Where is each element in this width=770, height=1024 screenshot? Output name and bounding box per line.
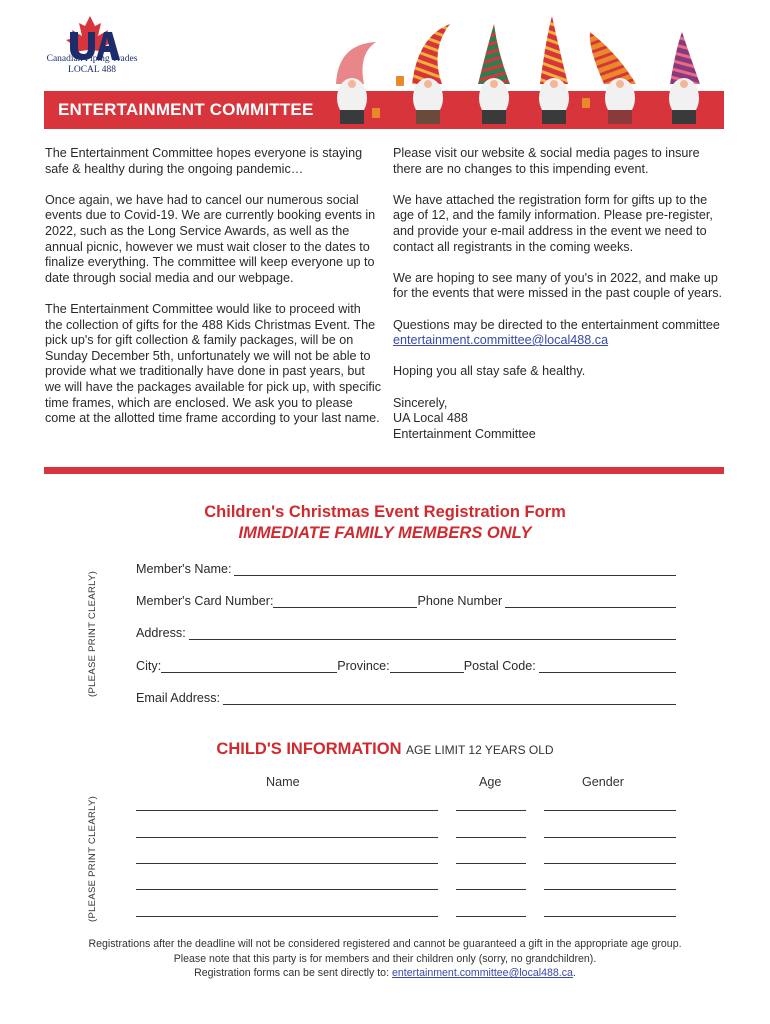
child-name-blank[interactable] [136, 889, 438, 890]
phone-label: Phone Number [417, 594, 503, 608]
questions-text: Questions may be directed to the entertainment committee [393, 317, 720, 332]
committee-email-link[interactable]: entertainment.committee@local488.ca [393, 333, 609, 348]
address-label: Address: [136, 626, 186, 640]
child-gender-blank[interactable] [544, 916, 676, 917]
child-age-blank[interactable] [456, 916, 526, 917]
city-province-postal-row [136, 659, 676, 673]
letter-paragraph: The Entertainment Committee hopes everyone is staying safe & healthy during the ongoing pandemic… [45, 146, 363, 176]
print-clearly-note: (PLEASE PRINT CLEARLY) [87, 795, 98, 922]
signature-block [393, 396, 728, 443]
column-header-age: Age [479, 775, 502, 789]
child-gender-blank[interactable] [544, 863, 676, 864]
child-age-blank[interactable] [456, 837, 526, 838]
gnomes-illustration-icon [318, 14, 728, 126]
child-name-blank[interactable] [136, 916, 438, 917]
email-blank[interactable] [223, 692, 676, 705]
province-label: Province: [337, 659, 390, 673]
logo-caption [40, 54, 144, 76]
address-field[interactable] [136, 626, 676, 640]
email-label: Email Address: [136, 691, 220, 705]
child-name-blank[interactable] [136, 863, 438, 864]
form-subtitle: IMMEDIATE FAMILY MEMBERS ONLY [238, 524, 532, 542]
page-title: ENTERTAINMENT COMMITTEE [58, 100, 314, 119]
phone-blank[interactable] [505, 595, 676, 608]
child-gender-blank[interactable] [544, 889, 676, 890]
signature-line: Sincerely, [393, 395, 448, 410]
member-name-field[interactable] [136, 562, 676, 576]
signature-line: UA Local 488 [393, 411, 468, 426]
child-info-title: CHILD'S INFORMATION [216, 740, 402, 758]
member-name-blank[interactable] [234, 563, 676, 576]
letter-right-column [393, 146, 728, 442]
letter-paragraph: The Entertainment Committee would like to proceed with the collection of gifts for the 488 Kids Christmas Event. The pick up's for gift collection & family packages, will be on Sunday December 5th, unfortunately we will not be able to provide what we traditionally have done in past years, but we will have the packages available for pick up, with specific time frames, which are enclosed. We ask you to please come at the allotted time frame according to your last name. [45, 301, 382, 426]
child-age-blank[interactable] [456, 863, 526, 864]
letter-paragraph: We have attached the registration form for gifts up to the age of 12, and the family information. Please pre-register, and provide your e-mail address in the event we need to contact all registrants in the coming weeks. [393, 192, 713, 254]
city-blank[interactable] [161, 660, 337, 673]
signature-line: Entertainment Committee [393, 426, 536, 441]
card-phone-row [136, 594, 676, 608]
letter-left-column [45, 146, 381, 442]
print-clearly-note: (PLEASE PRINT CLEARLY) [87, 570, 98, 697]
child-info-heading [0, 740, 770, 759]
address-blank[interactable] [189, 627, 676, 640]
letter-paragraph: Please visit our website & social media pages to insure there are no changes to this impending event. [393, 146, 700, 176]
members-only-note: Please note that this party is for members and their children only (sorry, no grandchildren). [173, 953, 597, 965]
city-label: City: [136, 659, 162, 673]
postal-code-blank[interactable] [539, 660, 676, 673]
letter-paragraph: Once again, we have had to cancel our numerous social events due to Covid-19. We are currently booking events in 2022, such as the Long Service Awards, as well as the annual picnic, however we must wait closer to the dates to finalize everything. The committee will keep everyone up to date through social media and our webpage. [45, 192, 376, 285]
deadline-note: Registrations after the deadline will not be considered registered and cannot be guaranteed a gift in the appropriate age group. [88, 938, 682, 950]
questions-paragraph [393, 318, 728, 349]
child-age-blank[interactable] [456, 810, 526, 811]
letter-paragraph: We are hoping to see many of you's in 2022, and make up for the events that were missed in the past couple of years. [393, 270, 723, 301]
postal-code-label: Postal Code: [463, 659, 536, 673]
footer-email-link[interactable]: entertainment.committee@local488.ca [391, 967, 573, 979]
card-number-blank[interactable] [273, 595, 417, 608]
member-name-label: Member's Name: [136, 562, 232, 576]
child-age-blank[interactable] [456, 889, 526, 890]
logo-line-2: LOCAL 488 [68, 65, 116, 75]
child-name-blank[interactable] [136, 810, 438, 811]
column-header-name: Name [266, 775, 300, 789]
column-header-gender: Gender [582, 775, 625, 789]
child-name-blank[interactable] [136, 837, 438, 838]
email-field[interactable] [136, 691, 676, 705]
send-forms-text: Registration forms can be sent directly to: [194, 967, 390, 979]
letter-paragraph: Hoping you all stay safe & healthy. [393, 364, 586, 379]
age-limit-note: AGE LIMIT 12 YEARS OLD [405, 743, 554, 757]
send-forms-end: . [572, 967, 576, 979]
logo-line-1: Canadian Piping Trades [46, 54, 138, 64]
province-blank[interactable] [390, 660, 464, 673]
section-divider [44, 467, 724, 474]
child-gender-blank[interactable] [544, 810, 676, 811]
send-forms-note [0, 967, 770, 979]
card-number-label: Member's Card Number: [136, 594, 274, 608]
child-gender-blank[interactable] [544, 837, 676, 838]
form-title: Children's Christmas Event Registration Form [204, 503, 566, 521]
